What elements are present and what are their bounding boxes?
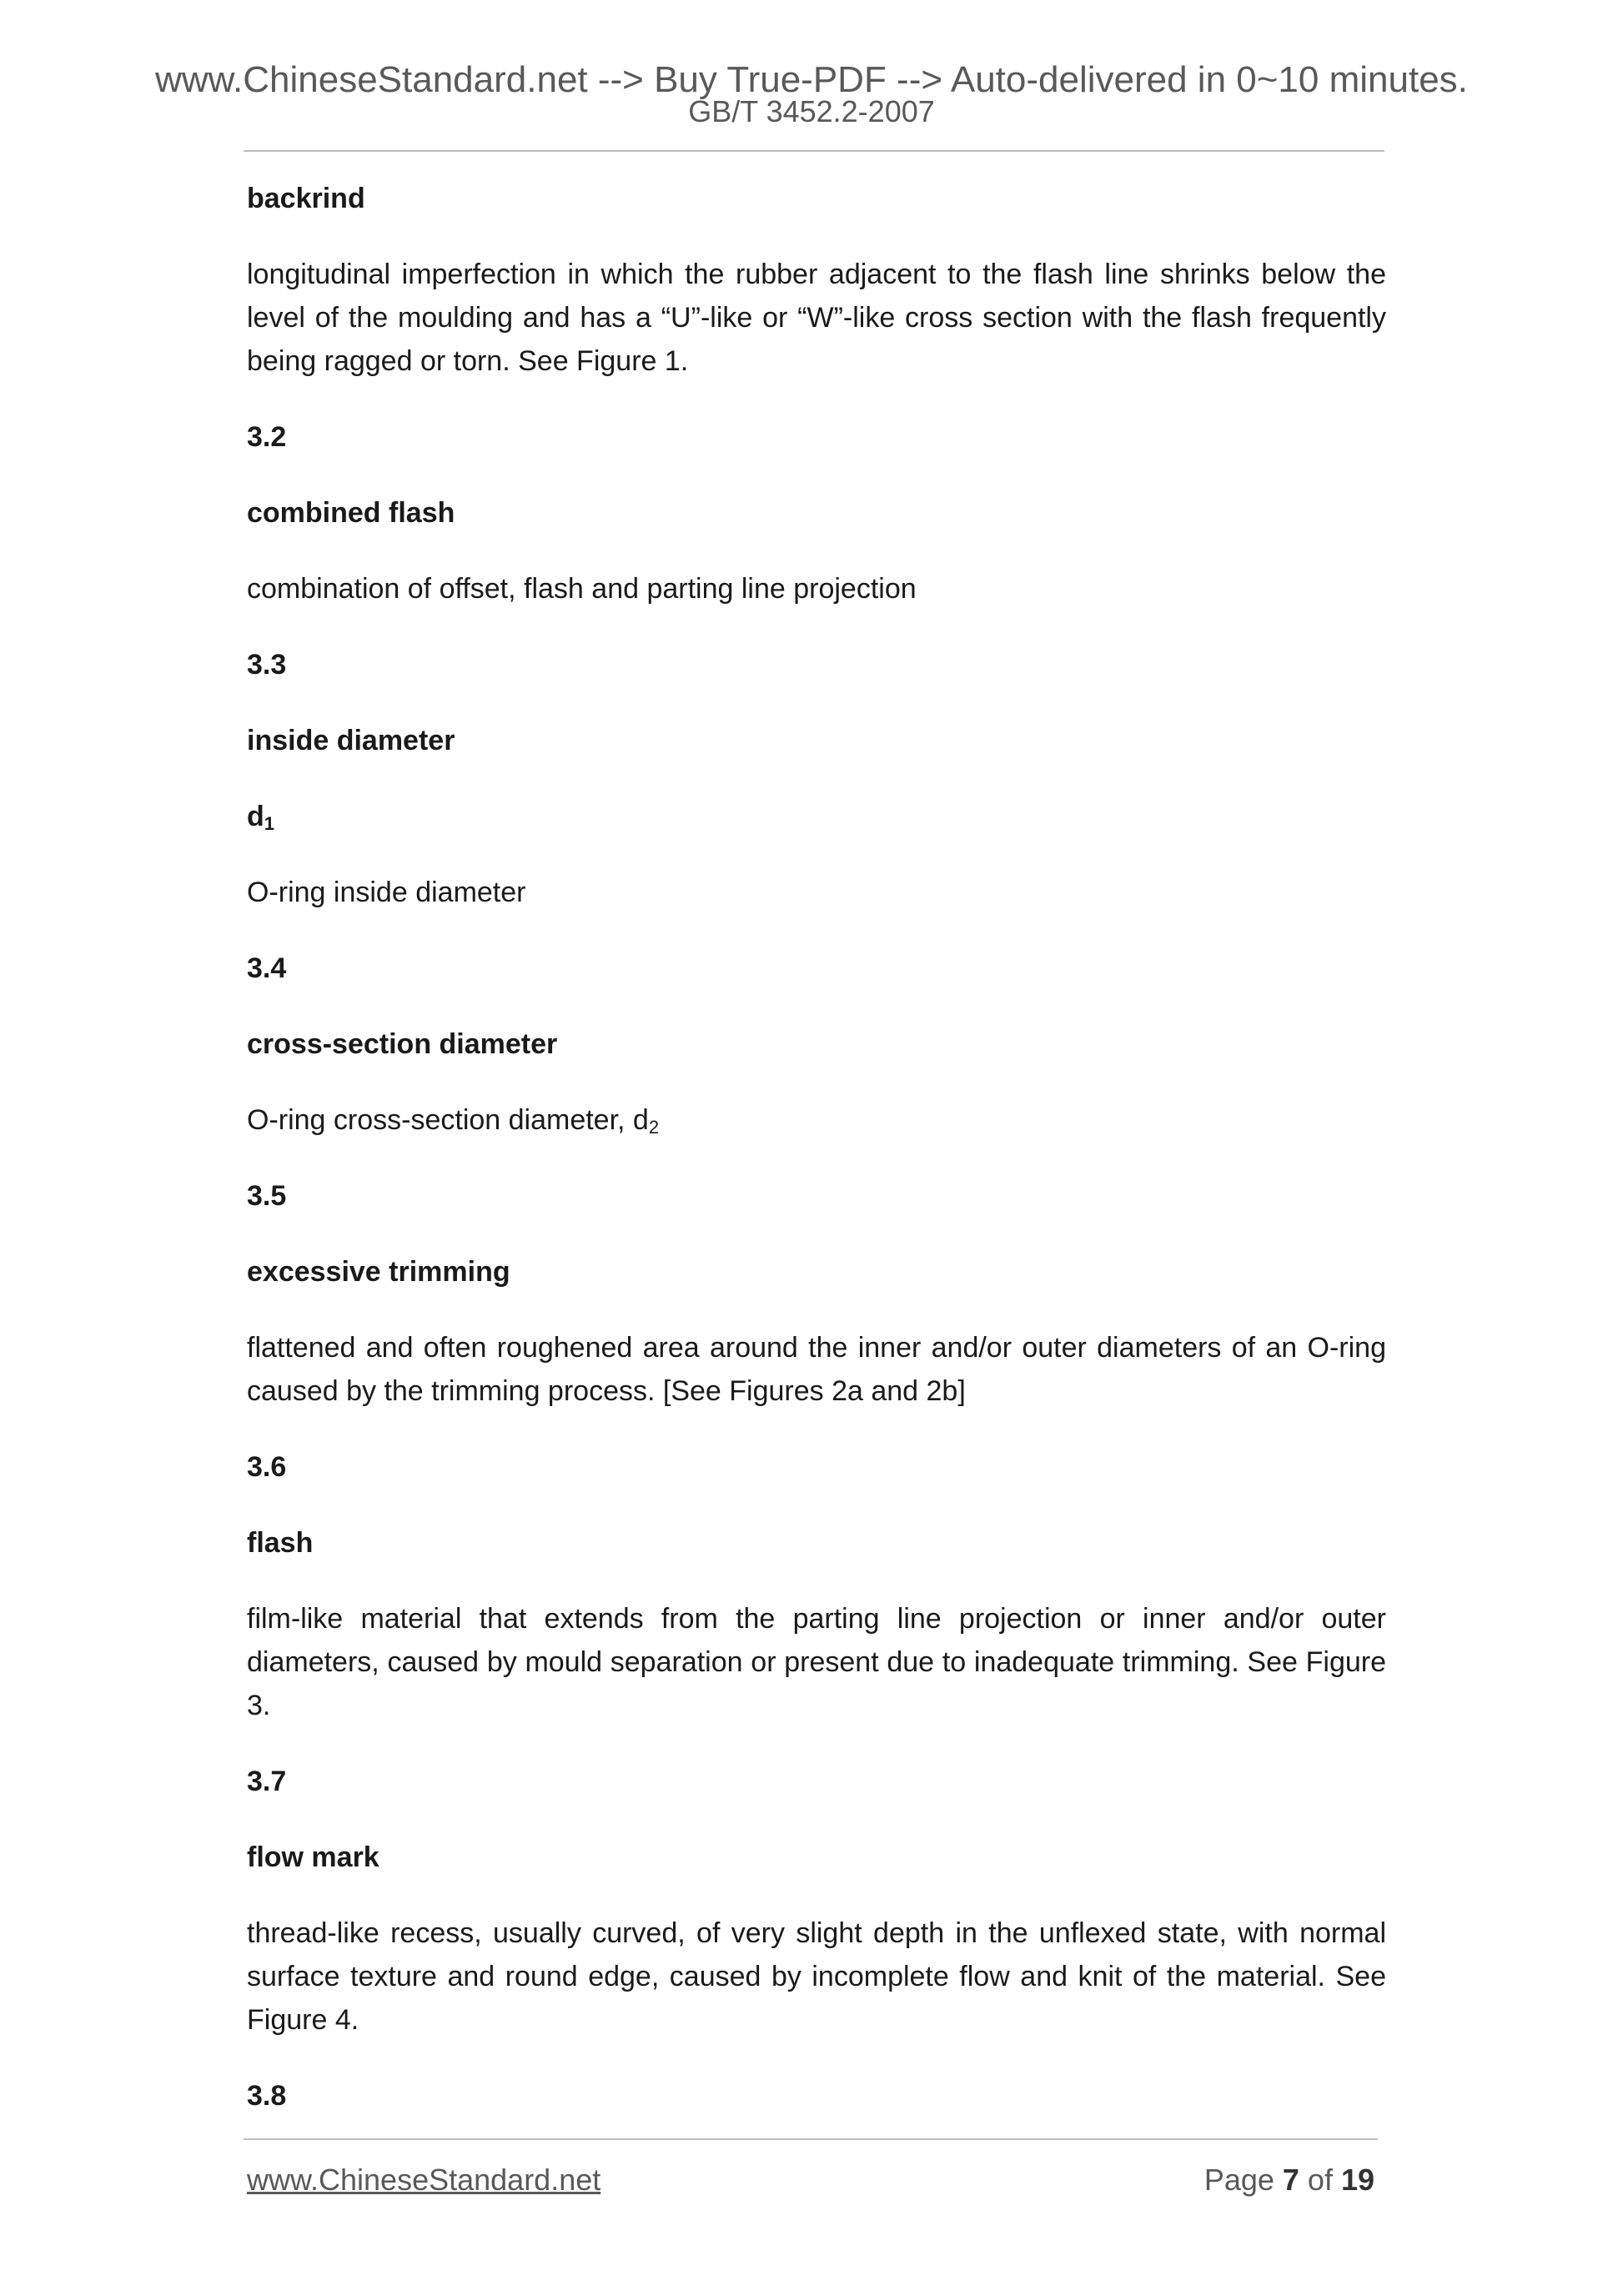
term-backrind: backrind [247,183,365,214]
definition-cross-section-diameter [247,1098,1386,1142]
definition-text: O-ring cross-section diameter, d [247,1104,649,1136]
header-divider [244,150,1384,152]
symbol-subscript: 1 [264,813,275,834]
total-pages: 19 [1340,2163,1374,2197]
current-page: 7 [1282,2163,1299,2197]
clause-number-3-7: 3.7 [247,1766,287,1797]
clause-number-3-8: 3.8 [247,2080,287,2112]
definition-excessive-trimming: flattened and often roughened area around the inner and/or outer diameters of an O-ring caused by the trimming process. [See Figures 2a and 2b] [247,1332,1386,1407]
term-combined-flash: combined flash [247,497,455,529]
site-banner: www.ChineseStandard.net --> Buy True-PDF --> Auto-delivered in 0~10 minutes. [155,59,1468,100]
definition-subscript: 2 [648,1117,660,1138]
definition-combined-flash: combination of offset, flash and parting line projection [247,573,917,605]
symbol-letter: d [247,801,264,832]
footer-divider [244,2138,1378,2140]
term-flow-mark: flow mark [247,1841,379,1873]
document-body [247,177,1386,2118]
clause-number-3-6: 3.6 [247,1451,287,1483]
term-excessive-trimming: excessive trimming [247,1256,510,1288]
clause-number-3-4: 3.4 [247,952,287,984]
term-flash: flash [247,1527,314,1559]
footer-site-link[interactable]: www.ChineseStandard.net [247,2163,601,2197]
definition-flash: film-like material that extends from the parting line projection or inner and/or outer diameters, caused by mould separation or present due to inadequate trimming. See Figure 3. [247,1603,1386,1721]
definition-backrind: longitudinal imperfection in which the rubber adjacent to the flash line shrinks below the level of the moulding and has a “U”-like or “W”-like cross section with the flash frequently being ragged or torn. See Figure 1. [247,259,1386,377]
definition-flow-mark: thread-like recess, usually curved, of very slight depth in the unflexed state, with normal surface texture and round edge, caused by incomplete flow and knit of the material. See Figure 4. [247,1917,1386,2036]
page-prefix: Page [1203,2163,1283,2197]
clause-number-3-5: 3.5 [247,1180,287,1212]
document-code: GB/T 3452.2-2007 [688,94,935,128]
clause-number-3-2: 3.2 [247,421,287,453]
page-indicator [1204,2162,1374,2198]
term-cross-section-diameter: cross-section diameter [247,1028,558,1060]
definition-inside-diameter: O-ring inside diameter [247,877,526,908]
clause-number-3-3: 3.3 [247,649,287,681]
term-inside-diameter: inside diameter [247,725,455,756]
page-of: of [1299,2163,1341,2197]
symbol-d1 [247,795,1386,838]
